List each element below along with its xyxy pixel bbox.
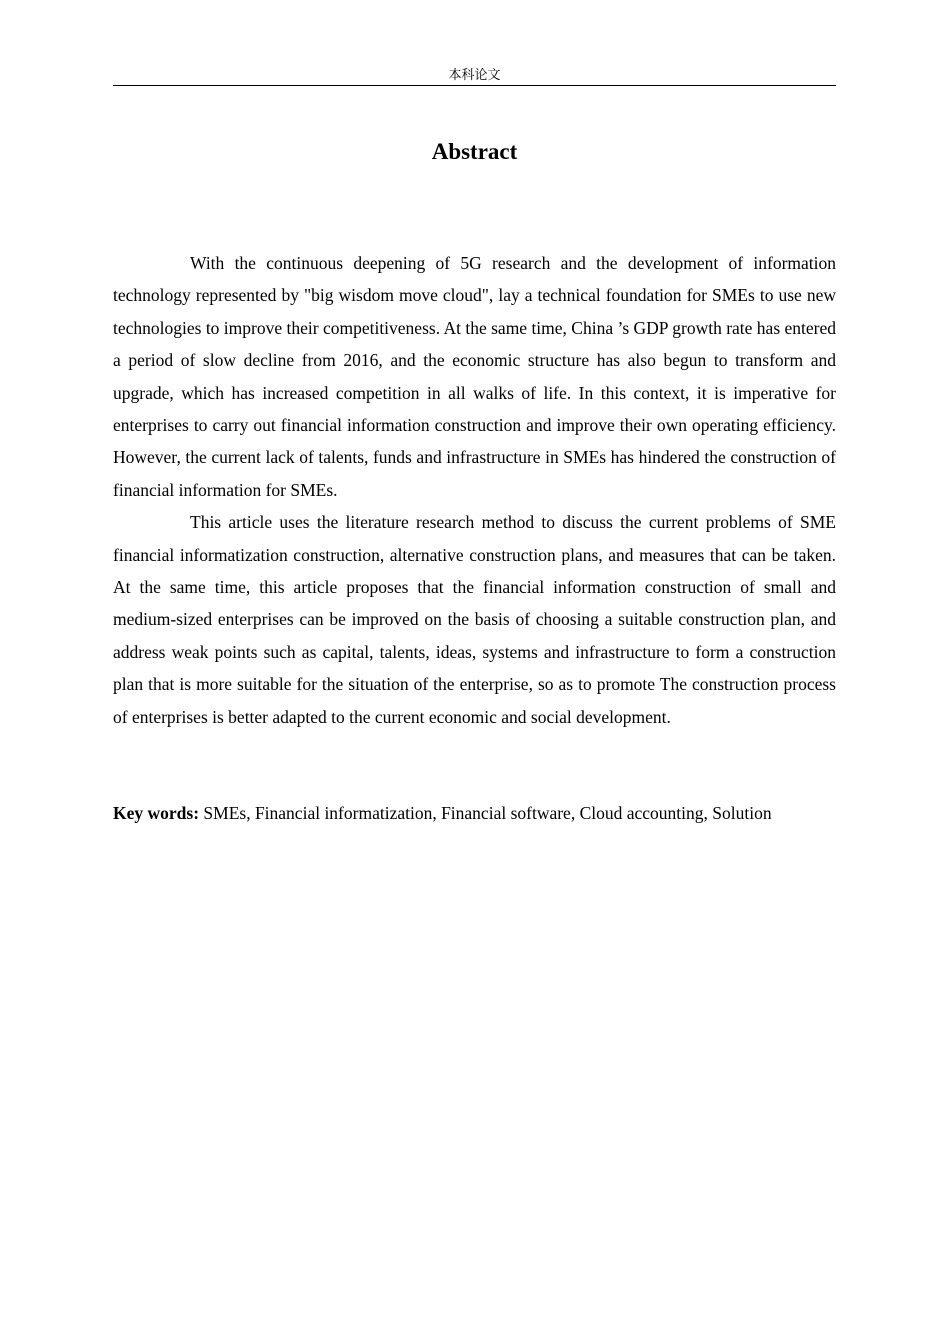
running-header: 本科论文 <box>448 68 501 83</box>
keywords-line <box>113 797 853 829</box>
abstract-paragraph-2: This article uses the literature research method to discuss the current problems of SME financial informatization construction, alternative construction plans, and measures that can be taken. At the same time, this article proposes that the financial information construction of small and medium-sized enterprises can be improved on the basis of choosing a suitable construction plan, and address weak points such as capital, talents, ideas, systems and infrastructure to form a construction plan that is more suitable for the situation of the enterprise, so as to promote The construction process of enterprises is better adapted to the current economic and social development. <box>113 512 836 727</box>
abstract-body <box>113 247 836 733</box>
keywords-text: SMEs, Financial informatization, Financial software, Cloud accounting, Solution <box>203 803 772 823</box>
header-rule <box>113 85 836 86</box>
abstract-paragraph-1: With the continuous deepening of 5G research and the development of information technology represented by "big wisdom move cloud", lay a technical foundation for SMEs to use new technologies to improve their competitiveness. At the same time, China ’s GDP growth rate has entered a period of slow decline from 2016, and the economic structure has also begun to transform and upgrade, which has increased competition in all walks of life. In this context, it is imperative for enterprises to carry out financial information construction and improve their own operating efficiency. However, the current lack of talents, funds and infrastructure in SMEs has hindered the construction of financial information for SMEs. <box>113 253 837 500</box>
abstract-title: Abstract <box>431 139 518 164</box>
keywords-label: Key words: <box>113 803 200 823</box>
